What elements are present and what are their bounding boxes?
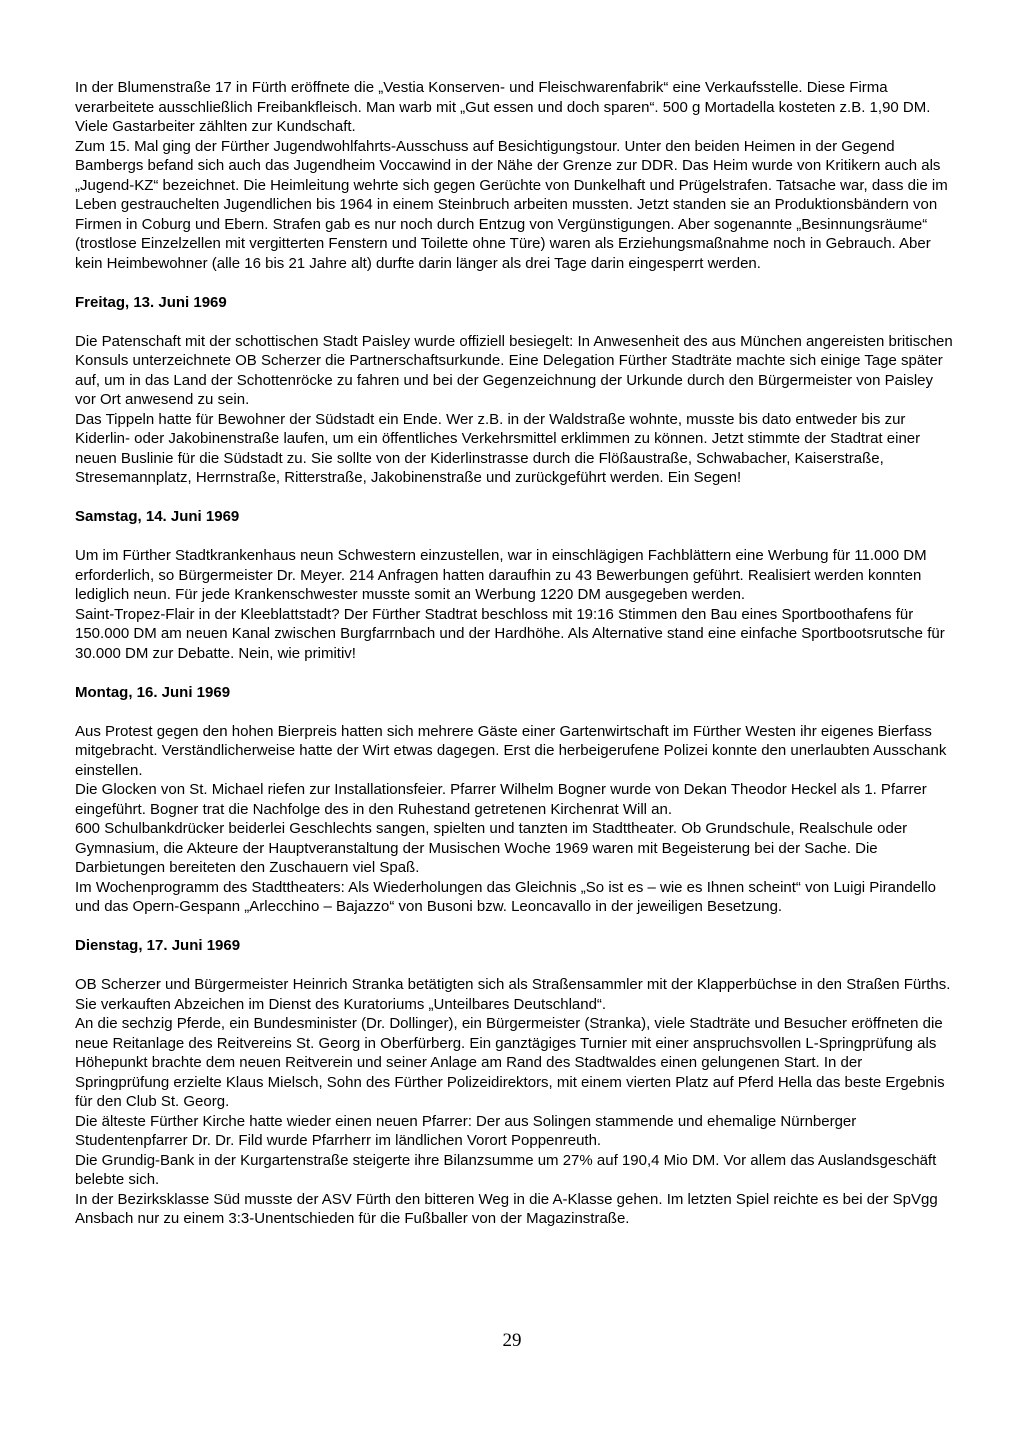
paragraph: OB Scherzer und Bürgermeister Heinrich Stranka betätigten sich als Straßensammler mit der Klapperbüchse in den Straßen Fürths. Sie verkauften Abzeichen im Dienst des Kuratoriums „Unteilbares Deutschland“. [75,976,951,1013]
section-heading: Dienstag, 17. Juni 1969 [75,937,241,954]
paragraph: Um im Fürther Stadtkrankenhaus neun Schwestern einzustellen, war in einschlägigen Fachblättern eine Werbung für 11.000 DM erforderlich, so Bürgermeister Dr. Meyer. 214 Anfragen hatten daraufhin zu 43 Bewerbungen geführt. Realisiert werden konnten lediglich neun. Für jede Krankenschwester musste somit an Werbung 1220 DM ausgegeben werden. [75,547,927,603]
paragraph: Die Patenschaft mit der schottischen Stadt Paisley wurde offiziell besiegelt: In Anwesenheit des aus München angereisten britischen Konsuls unterzeichnete OB Scherzer die Partnerschaftsurkunde. Eine Delegation Fürther Stadträte machte sich einige Tage später auf, um in das Land der Schottenröcke zu fahren und bei der Gegenzeichnung der Urkunde durch den Bürgermeister von Paisley vor Ort anwesend zu sein. [75,332,953,408]
document-section [75,507,953,663]
paragraph: Aus Protest gegen den hohen Bierpreis hatten sich mehrere Gäste einer Gartenwirtschaft im Fürther Westen ihr eigenes Bierfass mitgebracht. Verständlicherweise hatte der Wirt etwas dagegen. Erst die herbeigerufene Polizei konnte den unerlaubten Ausschank einstellen. [75,722,947,779]
paragraph: In der Blumenstraße 17 in Fürth eröffnete die „Vestia Konserven- und Fleischwarenfabrik“ eine Verkaufsstelle. Diese Firma verarbeitete ausschließlich Freibankfleisch. Man warb mit „Gut essen und doch sparen“. 500 g Mortadella kosteten z.B. 1,90 DM. Viele Gastarbeiter zählten zur Kundschaft. [75,79,931,135]
document-body [75,78,953,1229]
paragraph: In der Bezirksklasse Süd musste der ASV Fürth den bitteren Weg in die A-Klasse gehen. Im letzten Spiel reichte es bei der SpVgg Ansbach nur zu einem 3:3-Unentschieden für die Fußballer von der Magazinstraße. [75,1190,938,1227]
paragraph: An die sechzig Pferde, ein Bundesminister (Dr. Dollinger), ein Bürgermeister (Stranka), viele Stadträte und Besucher eröffneten die neue Reitanlage des Reitvereins St. Georg in Oberfürberg. Ein ganztägiges Turnier mit einer anspruchsvollen L-Springprüfung als Höhepunkt brachte dem neuen Reitverein und seiner Anlage am Rand des Stadtwaldes einen gelungenen Start. In der Springprüfung erzielte Klaus Mielsch, Sohn des Fürther Polizeidirektors, mit einem vierten Platz auf Pferd Hella das beste Ergebnis für den Club St. Georg. [75,1015,945,1110]
paragraph: Die Grundig-Bank in der Kurgartenstraße steigerte ihre Bilanzsumme um 27% auf 190,4 Mio DM. Vor allem das Auslandsgeschäft belebte sich. [75,1151,937,1188]
document-section [75,293,953,488]
document-section [75,78,953,273]
paragraph: Die Glocken von St. Michael riefen zur Installationsfeier. Pfarrer Wilhelm Bogner wurde von Dekan Theodor Heckel als 1. Pfarrer eingeführt. Bogner trat die Nachfolge des in den Ruhestand getretenen Kirchenrat Will an. [75,781,927,818]
paragraph: Zum 15. Mal ging der Fürther Jugendwohlfahrts-Ausschuss auf Besichtigungstour. Unter den beiden Heimen in der Gegend Bambergs befand sich auch das Jugendheim Voccawind in der Nähe der Grenze zur DDR. Das Heim wurde von Kritikern auch als „Jugend-KZ“ bezeichnet. Die Heimleitung wehrte sich gegen Gerüchte von Dunkelhaft und Prügelstrafen. Tatsache war, dass die im Leben gestrauchelten Jugendlichen bis 1964 in einem Steinbruch arbeiten mussten. Jetzt standen sie an Produktionsbändern von Firmen in Coburg und Ebern. Strafen gab es nur noch durch Entzug von Vergünstigungen. Aber sogenannte „Besinnungsräume“ (trostlose Einzelzellen mit vergitterten Fenstern und Toilette ohne Türe) waren als Erziehungsmaßnahme noch in Gebrauch. Aber kein Heimbewohner (alle 16 bis 21 Jahre alt) durfte darin länger als drei Tage darin eingesperrt werden. [75,137,948,272]
page-number: 29 [502,1330,522,1351]
document-section [75,683,953,917]
paragraph: Das Tippeln hatte für Bewohner der Südstadt ein Ende. Wer z.B. in der Waldstraße wohnte, musste bis dato entweder bis zur Kiderlin- oder Jakobinenstraße laufen, um ein öffentliches Verkehrsmittel erklimmen zu können. Jetzt stimmte der Stadtrat einer neuen Buslinie für die Südstadt zu. Sie sollte von der Kiderlinstrasse durch die Flößaustraße, Schwabacher, Kaiserstraße, Stresemannplatz, Herrnstraße, Ritterstraße, Jakobinenstraße und zurückgeführt werden. Ein Segen! [75,410,921,486]
section-heading: Samstag, 14. Juni 1969 [75,508,240,525]
paragraph: Die älteste Fürther Kirche hatte wieder einen neuen Pfarrer: Der aus Solingen stammende und ehemalige Nürnberger Studentenpfarrer Dr. Dr. Fild wurde Pfarrherr im ländlichen Vorort Poppenreuth. [75,1112,857,1149]
paragraph: Saint-Tropez-Flair in der Kleeblattstadt? Der Fürther Stadtrat beschloss mit 19:16 Stimmen den Bau eines Sportboothafens für 150.000 DM am neuen Kanal zwischen Burgfarrnbach und der Hardhöhe. Als Alternative stand eine einfache Sportbootsrutsche für 30.000 DM zur Debatte. Nein, wie primitiv! [75,605,945,662]
document-section [75,936,953,1229]
section-heading: Freitag, 13. Juni 1969 [75,293,227,311]
paragraph: Im Wochenprogramm des Stadttheaters: Als Wiederholungen das Gleichnis „So ist es – wie es Ihnen scheint“ von Luigi Pirandello und das Opern-Gespann „Arlecchino – Bajazzo“ von Busoni bzw. Leoncavallo in der jeweiligen Besetzung. [75,878,937,915]
section-heading: Montag, 16. Juni 1969 [75,683,231,701]
paragraph: 600 Schulbankdrücker beiderlei Geschlechts sangen, spielten und tanzten im Stadttheater. Ob Grundschule, Realschule oder Gymnasium, die Akteure der Hauptveranstaltung der Musischen Woche 1969 waren mit Begeisterung bei der Sache. Die Darbietungen bereiteten den Zuschauern viel Spaß. [75,820,908,876]
